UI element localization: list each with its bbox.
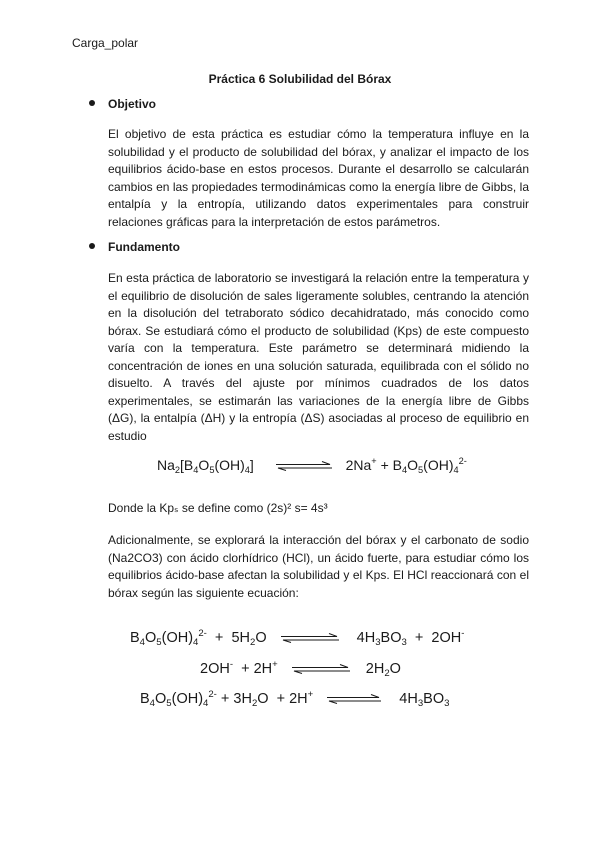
bullet-icon [89, 243, 95, 249]
equilibrium-arrow-icon [327, 694, 381, 704]
equation-left: $B_4O_5(OH)_4^{2-} + 3H_2O + 2H^+$ [140, 689, 314, 709]
reaction-equation-2 [200, 659, 401, 679]
equilibrium-arrow-icon [281, 633, 339, 643]
equation-left: 2OH- + 2H+ [200, 659, 278, 677]
fundamento-paragraph: En esta práctica de laboratorio se investigará la relación entre la temperatura y el equilibrio de disolución de sales ligeramente solubles, centrando la atención en la disolución del tetraborato sódico decahidratado, más conocido como bórax. Se estudiará cómo el producto de solubilidad (Kps) de este compuesto varía con la temperatura. Este parámetro se determinará midiendo la concentración de iones en una solución saturada, equilibrada con el sólido no disuelto. A través del ajuste por mínimos cuadrados de los datos experimentales, se estimarán las variaciones de la energía libre de Gibbs (ΔG), la entalpía (ΔH) y la entropía (ΔS) asociadas al proceso de equilibrio en estudio [108, 271, 529, 443]
additional-paragraph: Adicionalmente, se explorará la interacción del bórax y el carbonato de sodio (Na2CO3) con ácido clorhídrico (HCl), un ácido fuerte, para estudiar cómo los equilibrios ácido-base afectan la solubilidad y el Kps. El HCl reaccionará con el bórax según las siguiente ecuación: [108, 533, 529, 600]
equation-left: $B_4O_5(OH)_4^{2-} + 5H_2O$ [130, 628, 267, 648]
equation-left: $Na_2[B_4O_5(OH)_4]$ [157, 457, 254, 475]
equation-right: $2H_2O$ [365, 661, 401, 679]
equation-right: $4H_3BO_3$ [399, 691, 450, 709]
heading-label: Objetivo [108, 97, 157, 111]
reaction-equation-3 [140, 689, 449, 709]
heading-label: Fundamento [108, 240, 180, 254]
page-title: Práctica 6 Solubilidad del Bórax [208, 72, 392, 86]
equation-right: $2Na^+ + B_4O_5(OH)_4^{2-}$ [345, 456, 467, 475]
equation-right: $4H_3BO_3 + 2OH^-$ [356, 628, 465, 648]
bullet-icon [89, 100, 95, 106]
kp-definition: Donde la Kpₛ se define como (2s)² s= 4s³ [108, 501, 328, 515]
equilibrium-arrow-icon [292, 664, 350, 674]
dissolution-equation [157, 456, 467, 475]
document-header: Carga_polar [72, 36, 139, 50]
objetivo-paragraph: El objetivo de esta práctica es estudiar cómo la temperatura influye en la solubilidad y el producto de solubilidad del bórax, y analizar el impacto de los equilibrios ácido-base en estos procesos. Durante el desarrollo se calcularán cambios en las propiedades termodinámicas como la energía libre de Gibbs, la entalpía y la entropía, utilizando datos experimentales para construir relaciones gráficas para la interpretación de estos parámetros. [108, 127, 529, 229]
equilibrium-arrow-icon [276, 461, 332, 471]
reaction-equation-1 [130, 628, 464, 648]
